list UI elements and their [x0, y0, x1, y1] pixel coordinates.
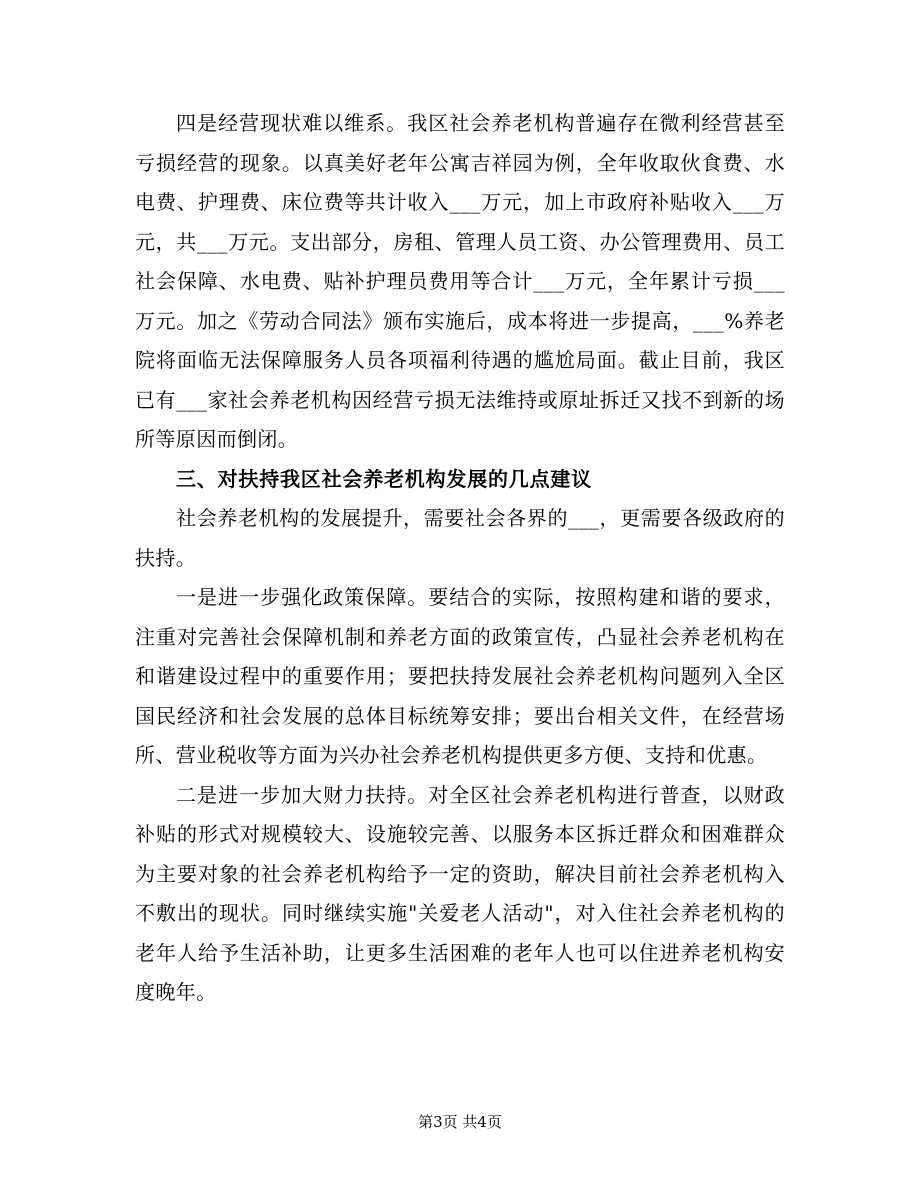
paragraph-support-intro: 社会养老机构的发展提升，需要社会各界的___，更需要各级政府的扶持。	[135, 506, 785, 570]
paragraph-policy-support: 一是进一步强化政策保障。要结合的实际，按照构建和谐的要求，注重对完善社会保障机制和养老方面的政策宣传，凸显社会养老机构在和谐建设过程中的重要作用；要把扶持发展社会养老机构问题列入全区国民经济和社会发展的总体目标统筹安排；要出台相关文件，在经营场所、营业税收等方面为兴办社会养老机构提供更多方便、支持和优惠。	[135, 585, 785, 767]
paragraph-financial-support: 二是进一步加大财力扶持。对全区社会养老机构进行普查，以财政补贴的形式对规模较大、设施较完善、以服务本区拆迁群众和困难群众为主要对象的社会养老机构给予一定的资助，解决目前社会养老机构入不敷出的现状。同时继续实施"关爱老人活动"，对入住社会养老机构的老年人给予生活补助，让更多生活困难的老年人也可以住进养老机构安度晚年。	[135, 782, 785, 1004]
page-number-footer: 第3页 共4页	[418, 1113, 502, 1131]
section-heading: 三、对扶持我区社会养老机构发展的几点建议	[176, 466, 592, 491]
document-body	[135, 104, 785, 1013]
paragraph-operating-status: 四是经营现状难以维系。我区社会养老机构普遍存在微利经营甚至亏损经营的现象。以真美好老年公寓吉祥园为例，全年收取伙食费、水电费、护理费、床位费等共计收入___万元，加上市政府补贴收入___万元，共___万元。支出部分，房租、管理人员工资、办公管理费用、员工社会保障、水电费、贴补护理员费用等合计___万元，全年累计亏损___万元。加之《劳动合同法》颁布实施后，成本将进一步提高，___%养老院将面临无法保障服务人员各项福利待遇的尴尬局面。截止目前，我区已有___家社会养老机构因经营亏损无法维持或原址拆迁又找不到新的场所等原因而倒闭。	[135, 111, 785, 451]
